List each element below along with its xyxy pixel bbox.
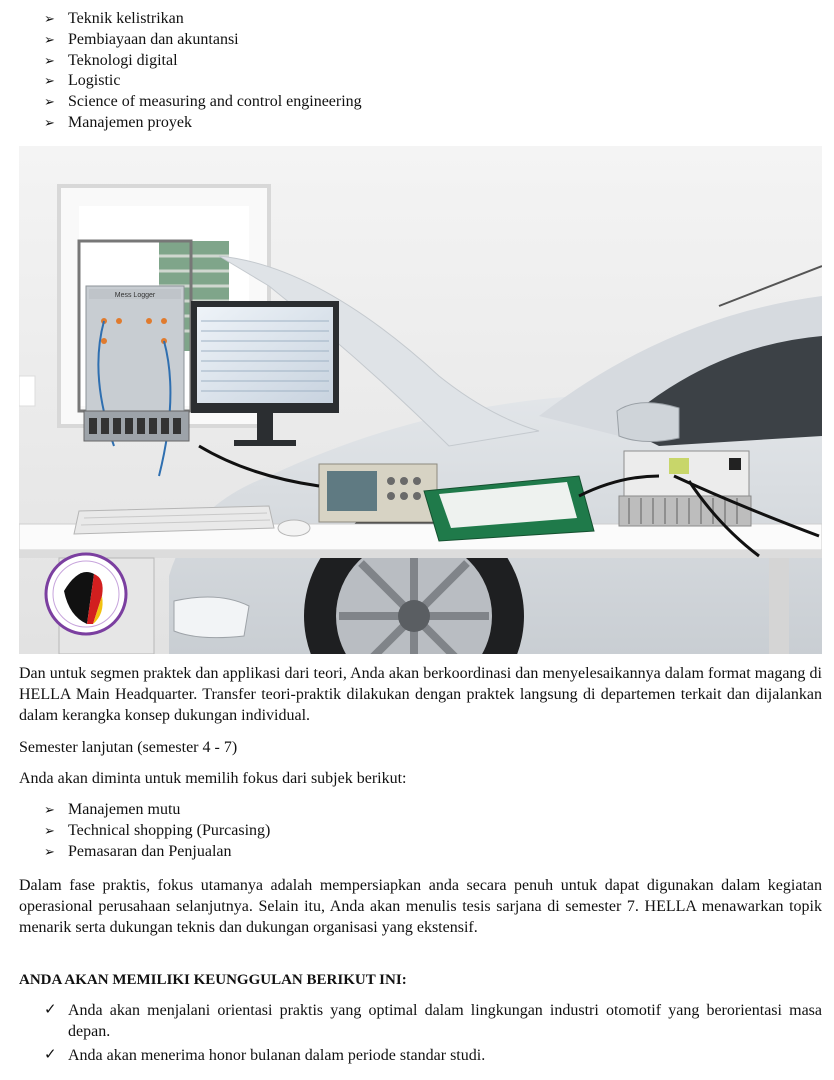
list-item-text: Technical shopping (Purcasing) (68, 821, 271, 839)
arrow-bullet-icon: ➢ (44, 802, 55, 817)
lab-workbench-photo (19, 146, 822, 654)
arrow-bullet-icon: ➢ (44, 52, 55, 68)
semester-heading: Semester lanjutan (semester 4 - 7) (19, 739, 238, 756)
arrow-bullet-icon: ➢ (44, 843, 55, 859)
check-bullet-icon: ✓ (44, 1002, 57, 1018)
german-flag-badge-logo (46, 554, 126, 634)
choose-focus-paragraph: Anda akan diminta untuk memilih fokus dari subjek berikut: (19, 770, 407, 787)
list-item-text: Pemasaran dan Penjualan (68, 842, 232, 860)
list-item-text: Manajemen proyek (68, 113, 192, 131)
focus-subject-list (44, 800, 270, 862)
arrow-bullet-icon: ➢ (44, 114, 55, 130)
list-item (44, 9, 362, 30)
logger-label: Mess Logger (114, 292, 156, 299)
list-item (44, 30, 362, 51)
list-item-text: Science of measuring and control engineering (68, 93, 362, 111)
check-bullet-icon: ✓ (44, 1047, 57, 1063)
list-item (44, 71, 362, 92)
list-item (44, 113, 362, 134)
arrow-bullet-icon: ➢ (44, 11, 55, 26)
list-item-text: Pembiayaan dan akuntansi (68, 30, 239, 48)
arrow-bullet-icon: ➢ (44, 73, 55, 89)
list-item (44, 1045, 822, 1066)
list-item (44, 842, 270, 863)
practice-paragraph: Dan untuk segmen praktek dan applikasi dari teori, Anda akan berkoordinasi dan menyelesaikannya dalam format magang di HELLA Main Headquarter. Transfer teori-praktik dilakukan dengan praktek langsung di departemen terkait dan dijalankan dalam kerangka konsep dukungan individual. (19, 665, 822, 724)
list-item (44, 92, 362, 113)
practical-phase-paragraph: Dalam fase praktis, fokus utamanya adalah mempersiapkan anda secara penuh untuk dapat digunakan dalam kegiatan operasional perusahaan selanjutnya. Selain itu, Anda akan menulis tesis sarjana di semester 7. HELLA menawarkan topik menarik serta dukungan teknis dan dukungan organisasi yang ekstensif. (19, 877, 822, 936)
list-item (44, 821, 270, 842)
arrow-bullet-icon: ➢ (44, 31, 55, 47)
list-item-text: Teknik kelistrikan (68, 10, 184, 27)
advantages-list (44, 1000, 822, 1069)
discipline-list (44, 9, 362, 134)
list-item-text: Anda akan menjalani orientasi praktis yang optimal dalam lingkungan industri otomotif yang berorientasi masa depan. (68, 1002, 822, 1040)
list-item-text: Teknologi digital (68, 51, 178, 69)
list-item (44, 51, 362, 72)
arrow-bullet-icon: ➢ (44, 94, 55, 110)
advantages-heading: ANDA AKAN MEMILIKI KEUNGGULAN BERIKUT INI: (19, 972, 407, 988)
arrow-bullet-icon: ➢ (44, 822, 55, 838)
list-item-text: Anda akan menerima honor bulanan dalam periode standar studi. (68, 1047, 486, 1064)
list-item-text: Manajemen mutu (68, 801, 181, 818)
lab-workbench-illustration (19, 146, 822, 654)
list-item-text: Logistic (68, 72, 121, 90)
list-item (44, 1000, 822, 1042)
list-item (44, 800, 270, 821)
